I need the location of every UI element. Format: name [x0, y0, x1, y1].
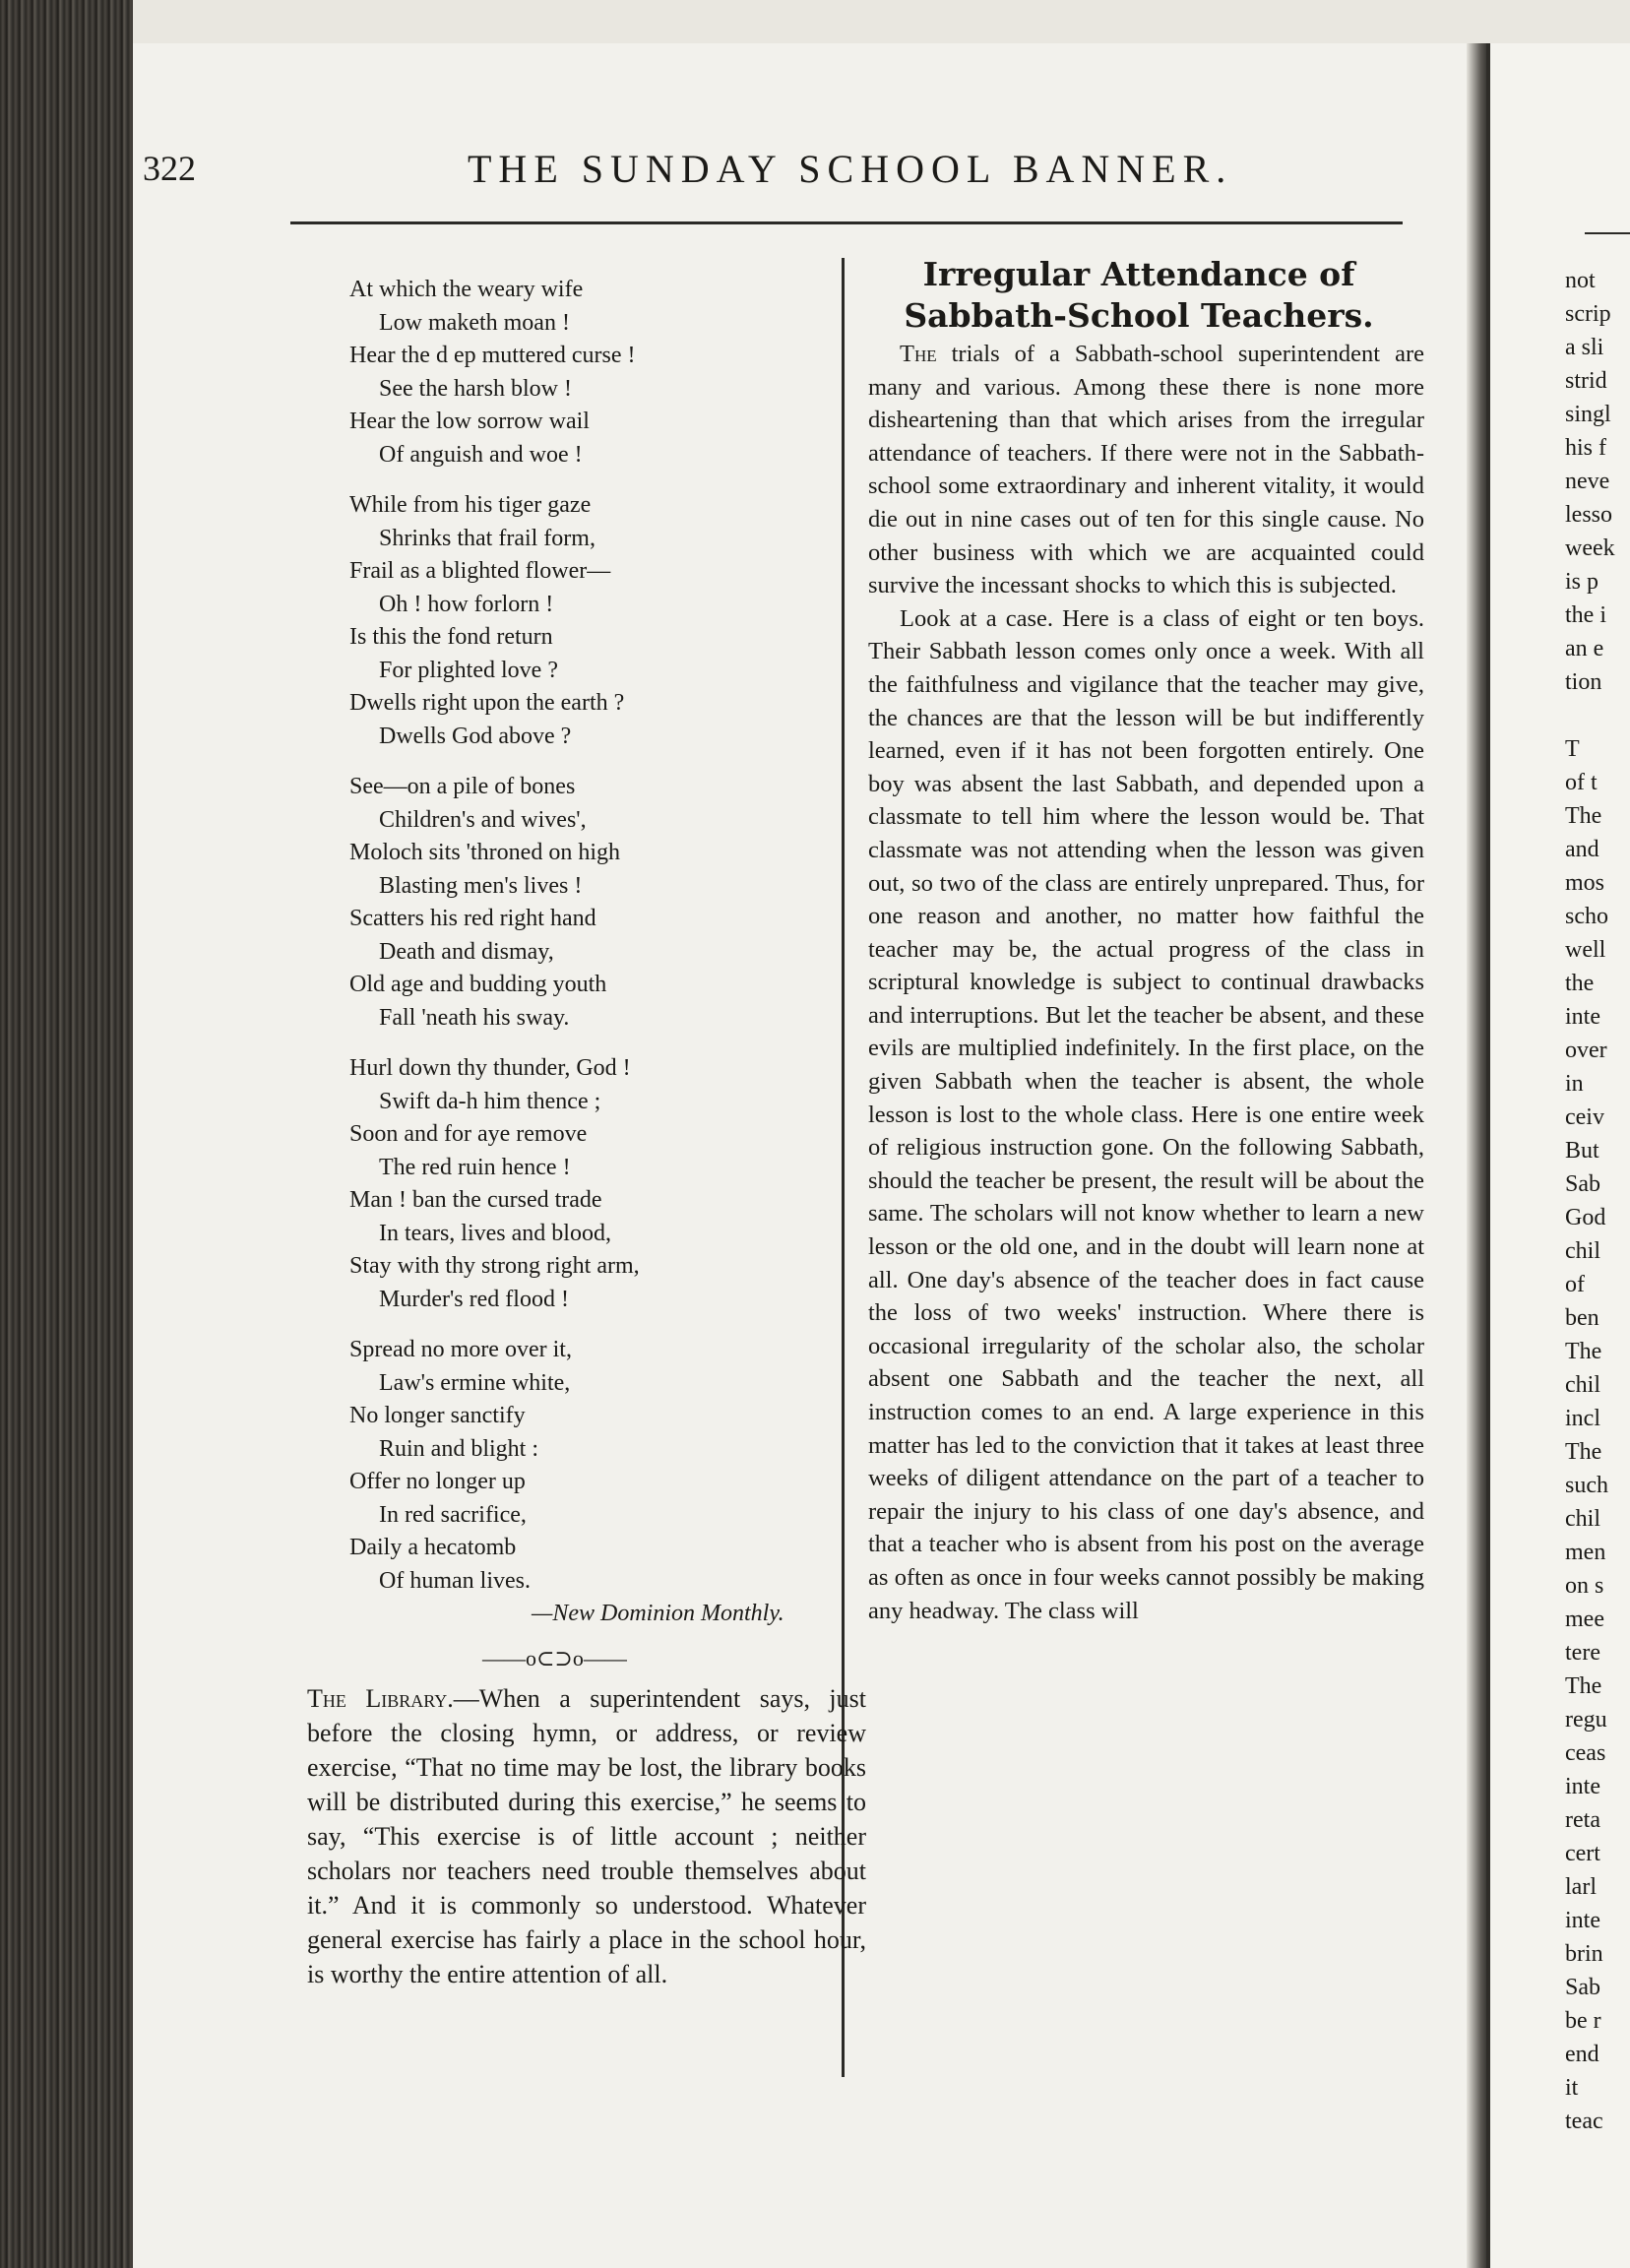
library-text: —When a superintendent says, just before the closing hymn, or address, or review exercise, “That no time may be lost, the library books will be distributed during this exercise,” he seems to say, “This exercise is of little account ; neither scholars nor teachers need trouble themselves about it.” And it is commonly so understood. Whatever general exercise has fairly a place in the school hour, is worthy the entire attention of all. [307, 1684, 866, 1988]
right-page-fragment: end [1565, 2042, 1599, 2067]
right-page-fragment: chil [1565, 1372, 1600, 1398]
right-page-fragment: chil [1565, 1238, 1600, 1264]
right-page-fragment: the i [1565, 602, 1606, 628]
poem-line: Frail as a blighted flower— [349, 558, 611, 584]
poem-line: At which the weary wife [349, 277, 584, 302]
poem-line: Dwells God above ? [379, 723, 572, 749]
poem-line: Hear the low sorrow wail [349, 409, 590, 434]
poem-line: Of human lives. [379, 1567, 531, 1594]
poem-line: For plighted love ? [379, 657, 558, 683]
poem [349, 274, 842, 1615]
right-page-fragment: inte [1565, 1908, 1600, 1933]
right-page-fragment: ceas [1565, 1740, 1606, 1766]
poem-line: In tears, lives and blood, [379, 1220, 611, 1246]
article-title: Irregular Attendance of Sabbath-School Teachers. [904, 255, 1374, 335]
right-page-fragment: The [1565, 803, 1602, 829]
right-page-fragment [1565, 699, 1615, 732]
poem-line: Death and dismay, [379, 938, 554, 965]
poem-line: Law's ermine white, [379, 1369, 571, 1396]
library-paragraph [307, 1681, 866, 1991]
right-page-fragment: of t [1565, 770, 1598, 795]
right-page-fragment: strid [1565, 368, 1607, 394]
right-page-fragment: in [1565, 1071, 1584, 1097]
poem-line: Children's and wives', [379, 806, 587, 833]
right-page-fragment: T [1565, 736, 1580, 762]
poem-line: Shrinks that frail form, [379, 525, 596, 551]
poem-line: Spread no more over it, [349, 1337, 572, 1362]
poem-line: See—on a pile of bones [349, 774, 576, 799]
right-page-fragment: inte [1565, 1774, 1600, 1799]
right-page-fragment: The [1565, 1673, 1602, 1699]
poem-stanza [349, 489, 842, 753]
article-paragraph [868, 338, 1424, 602]
right-page-fragment: and [1565, 837, 1599, 862]
poem-line: No longer sanctify [349, 1403, 526, 1428]
article-body [868, 338, 1424, 1627]
right-page-fragment: men [1565, 1540, 1606, 1565]
poem-line: Offer no longer up [349, 1469, 526, 1494]
right-page-fragment: mos [1565, 870, 1605, 896]
poem-line: The red ruin hence ! [379, 1154, 571, 1180]
poem-line: Hurl down thy thunder, God ! [349, 1055, 631, 1081]
poem-line: Daily a hecatomb [349, 1535, 517, 1560]
right-page-fragment: such [1565, 1473, 1608, 1498]
poem-line: Of anguish and woe ! [379, 441, 583, 468]
poem-line: Oh ! how forlorn ! [379, 591, 554, 617]
right-page-fragment: cert [1565, 1841, 1600, 1866]
page-number: 322 [143, 149, 196, 188]
right-page-fragment: of [1565, 1272, 1585, 1297]
right-page-fragment: Sab [1565, 1975, 1600, 2000]
poem-line: In red sacrifice, [379, 1501, 527, 1528]
poem-line: Low maketh moan ! [379, 309, 570, 336]
poem-line: Ruin and blight : [379, 1435, 538, 1462]
book-top-edge [0, 0, 1630, 47]
right-page-fragment: But [1565, 1138, 1599, 1164]
right-page-fragment: be r [1565, 2008, 1601, 2034]
poem-line: Moloch sits 'throned on high [349, 840, 620, 865]
right-page-fragment: well [1565, 937, 1606, 963]
poem-line: While from his tiger gaze [349, 492, 592, 518]
right-page-fragment: chil [1565, 1506, 1600, 1532]
right-page-fragment: reta [1565, 1807, 1600, 1833]
right-page-fragment: an e [1565, 636, 1604, 662]
right-page-column [1565, 264, 1615, 2138]
right-page-fragment: on s [1565, 1573, 1604, 1599]
right-page-fragment: his f [1565, 435, 1606, 461]
right-page-fragment: neve [1565, 469, 1610, 494]
right-page-fragment: a sli [1565, 335, 1604, 360]
right-page-fragment: incl [1565, 1406, 1600, 1431]
running-head: THE SUNDAY SCHOOL BANNER. [468, 147, 1233, 191]
right-page-fragment: inte [1565, 1004, 1600, 1030]
right-page-fragment: ben [1565, 1305, 1599, 1331]
right-page-fragment: the [1565, 971, 1595, 996]
right-page-fragment: is p [1565, 569, 1599, 595]
right-page-fragment: singl [1565, 402, 1611, 427]
poem-line: Hear the d ep muttered curse ! [349, 343, 636, 368]
right-page-fragment: scho [1565, 904, 1608, 929]
poem-line: Murder's red flood ! [379, 1286, 569, 1312]
right-page-fragment: over [1565, 1038, 1607, 1063]
poem-stanza [349, 274, 842, 472]
poem-stanza [349, 771, 842, 1035]
right-page-fragment: week [1565, 536, 1615, 561]
right-page-fragment: The [1565, 1339, 1602, 1364]
section-ornament: ——o⊂⊃o—— [482, 1646, 627, 1670]
right-page-fragment: mee [1565, 1606, 1604, 1632]
poem-line: Man ! ban the cursed trade [349, 1187, 602, 1213]
right-page-fragment: scrip [1565, 301, 1611, 327]
header-rule [290, 221, 1403, 224]
poem-line: Fall 'neath his sway. [379, 1004, 570, 1031]
right-page-fragment: brin [1565, 1941, 1603, 1967]
library-lead: The Library. [307, 1684, 454, 1713]
poem-line: Is this the fond return [349, 624, 553, 650]
right-page-fragment: lesso [1565, 502, 1612, 528]
poem-line: Dwells right upon the earth ? [349, 690, 625, 716]
right-page-fragment: regu [1565, 1707, 1607, 1732]
right-page-rule [1585, 232, 1630, 234]
poem-line: Scatters his red right hand [349, 906, 596, 931]
right-page-fragment: tion [1565, 669, 1602, 695]
right-page-fragment: tere [1565, 1640, 1600, 1666]
article-paragraph [868, 602, 1424, 1627]
poem-line: Blasting men's lives ! [379, 872, 583, 899]
paragraph-text: trials of a Sabbath-school superintendent are many and various. Among these there is none more disheartening than that which arises from the irregular attendance of teachers. If there were not in the Sabbath-school some extraordinary and inherent vitality, it would die out in nine cases out of ten for this single cause. No other business with which we are acquainted could survive the incessant shocks to which this is subjected. [868, 341, 1424, 599]
poem-line: Old age and budding youth [349, 972, 607, 997]
poem-line: Soon and for aye remove [349, 1121, 588, 1147]
book-spine [0, 0, 133, 2268]
right-page-fragment: not [1565, 268, 1596, 293]
right-page-fragment: it [1565, 2075, 1579, 2101]
paragraph-lead-word: The [900, 341, 937, 367]
right-page-fragment: Sab [1565, 1171, 1600, 1197]
right-page-fragment: God [1565, 1205, 1606, 1230]
poem-line: Stay with thy strong right arm, [349, 1253, 640, 1279]
right-page-fragment: The [1565, 1439, 1602, 1465]
right-page-fragment: teac [1565, 2109, 1603, 2134]
right-page-fragment: larl [1565, 1874, 1597, 1900]
poem-line: Swift da-h him thence ; [379, 1088, 601, 1114]
poem-stanza [349, 1334, 842, 1598]
poem-attribution: —New Dominion Monthly. [532, 1601, 784, 1626]
right-page-fragment: ceiv [1565, 1104, 1604, 1130]
poem-stanza [349, 1052, 842, 1316]
paragraph-text: Look at a case. Here is a class of eight or ten boys. Their Sabbath lesson comes only once a week. With all the faithfulness and vigilance that the teacher may give, the chances are that the lesson will be but indifferently learned, even if it has not been forgotten entirely. One boy was absent the last Sabbath, and depended upon a classmate to tell him where the lesson would be. That classmate was not attending when the lesson was given out, so two of the class are entirely unprepared. Thus, for one reason and another, no matter how faithful the teacher may be, the actual progress of the class in scriptural knowledge is subject to continual drawbacks and interruptions. But let the teacher be absent, and these evils are multiplied indefinitely. In the first place, on the given Sabbath when the teacher is absent, the whole lesson is lost to the whole class. Here is one entire week of religious instruction gone. On the following Sabbath, should the teacher be present, the result will be about the same. The scholars will not know whether to learn a new lesson or the old one, and in the doubt will learn none at all. One day's absence of the teacher does in fact cause the loss of two weeks' instruction. Where there is occasional irregularity of the scholar also, the scholar absent one Sabbath and the teacher the next, all instruction comes to an end. A large experience in this matter has led to the conviction that it takes at least three weeks of diligent attendance on the part of a teacher to repair the injury to his class of one day's absence, and that a teacher who is absent from his post on the average as often as once in four weeks cannot possibly be making any headway. The class will [868, 604, 1424, 1624]
poem-line: See the harsh blow ! [379, 375, 572, 402]
